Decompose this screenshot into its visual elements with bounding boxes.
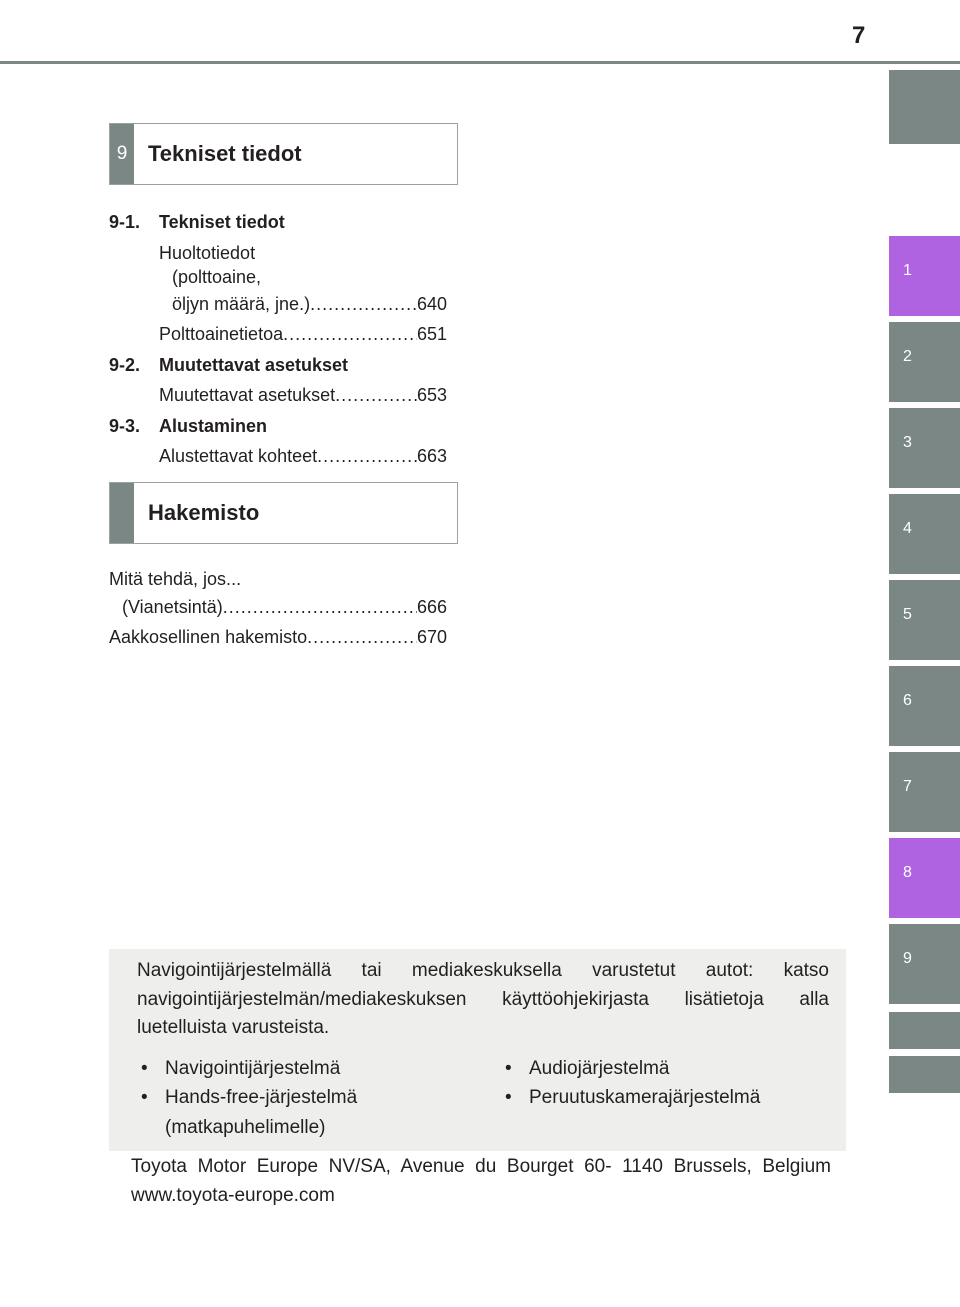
page-number: 7: [852, 22, 866, 49]
header-rule: [0, 61, 960, 64]
toc-item-text: Mitä tehdä, jos...: [109, 569, 242, 589]
info-box: [109, 949, 846, 1151]
toc-dot-leader: [310, 293, 417, 315]
toc-entry-aakkosellinen-hakemisto[interactable]: [109, 626, 447, 648]
toc-entry-polttoainetietoa[interactable]: [159, 323, 447, 345]
bullet-item: • Navigointijärjestelmä: [141, 1054, 340, 1083]
bullet-dot: •: [505, 1087, 512, 1108]
toc-entry-page: 651: [416, 324, 447, 344]
section-stripe: [110, 483, 134, 543]
side-tab-8[interactable]: 8: [889, 838, 960, 918]
section-9-header: [109, 123, 458, 185]
toc-entry-page: 666: [416, 597, 447, 617]
toc-entry-page: 653: [416, 385, 447, 405]
toc-item-text: (polttoaine,: [172, 267, 262, 287]
subsection-9-3-heading: Alustaminen: [159, 416, 268, 436]
info-paragraph: Navigointijärjestelmällä tai mediakeskuksella varustetut autot: katso navigointijärjestelmän/mediakeskuksen käyttöohjekirjasta lisätietoja alla luetelluista varusteista.: [137, 960, 829, 1038]
toc-entry-page: 663: [416, 446, 447, 466]
toc-dot-leader: [317, 445, 417, 467]
section-number: 9: [116, 143, 128, 164]
toc-entry-page: 670: [416, 627, 447, 647]
toc-entry-muutettavat-asetukset[interactable]: [159, 384, 447, 406]
bullet-dot: •: [141, 1087, 148, 1108]
toc-entry-label: Muutettavat asetukset: [159, 385, 336, 405]
index-section-header: [109, 482, 458, 544]
subsection-9-3-number: 9-3.: [109, 416, 141, 436]
toc-dot-leader: [283, 323, 417, 345]
side-tab-4[interactable]: 4: [889, 494, 960, 574]
toc-dot-leader: [307, 626, 417, 648]
side-tab-6[interactable]: 6: [889, 666, 960, 746]
subsection-9-2-number: 9-2.: [109, 355, 141, 375]
side-tab-blank-1[interactable]: [889, 1012, 960, 1049]
toc-dot-leader: [335, 384, 417, 406]
toc-dot-leader: [223, 596, 417, 618]
toc-entry-label: Alustettavat kohteet: [159, 446, 318, 466]
subsection-9-1-heading: Tekniset tiedot: [159, 212, 285, 232]
subsection-9-1-number: 9-1.: [109, 212, 141, 232]
toc-entry-label: Aakkosellinen hakemisto: [109, 627, 308, 647]
side-tab-5[interactable]: 5: [889, 580, 960, 660]
toc-entry-label: öljyn määrä, jne.): [172, 294, 311, 314]
bullet-continuation: (matkapuhelimelle): [165, 1117, 326, 1138]
side-tab-blank-2[interactable]: [889, 1056, 960, 1093]
side-tab-3[interactable]: 3: [889, 408, 960, 488]
toc-entry-label: Polttoainetietoa: [159, 324, 284, 344]
toc-item-text: Huoltotiedot: [159, 243, 256, 263]
toc-entry-alustettavat-kohteet[interactable]: [159, 445, 447, 467]
toc-entry-page: 640: [416, 294, 447, 314]
bullet-item: • Hands-free-järjestelmä: [141, 1083, 357, 1112]
side-tab-9[interactable]: 9: [889, 924, 960, 1004]
toc-entry-vianetsinta[interactable]: [122, 596, 447, 618]
side-tab-1[interactable]: 1: [889, 236, 960, 316]
side-tab-7[interactable]: 7: [889, 752, 960, 832]
side-tab-blank-top[interactable]: [889, 70, 960, 144]
section-title: Tekniset tiedot: [148, 141, 302, 166]
toc-entry-label: (Vianetsintä): [122, 597, 223, 617]
bullet-dot: •: [505, 1058, 512, 1079]
section-title: Hakemisto: [148, 500, 260, 525]
footer-address: Toyota Motor Europe NV/SA, Avenue du Bourget 60- 1140 Brussels, Belgium www.toyota-europe.com: [131, 1156, 831, 1206]
side-tab-2[interactable]: 2: [889, 322, 960, 402]
bullet-dot: •: [141, 1058, 148, 1079]
subsection-9-2-heading: Muutettavat asetukset: [159, 355, 349, 375]
toc-entry-huoltotiedot[interactable]: [172, 293, 447, 315]
bullet-item: • Audiojärjestelmä: [505, 1054, 669, 1083]
bullet-item: • Peruutuskamerajärjestelmä: [505, 1083, 760, 1112]
